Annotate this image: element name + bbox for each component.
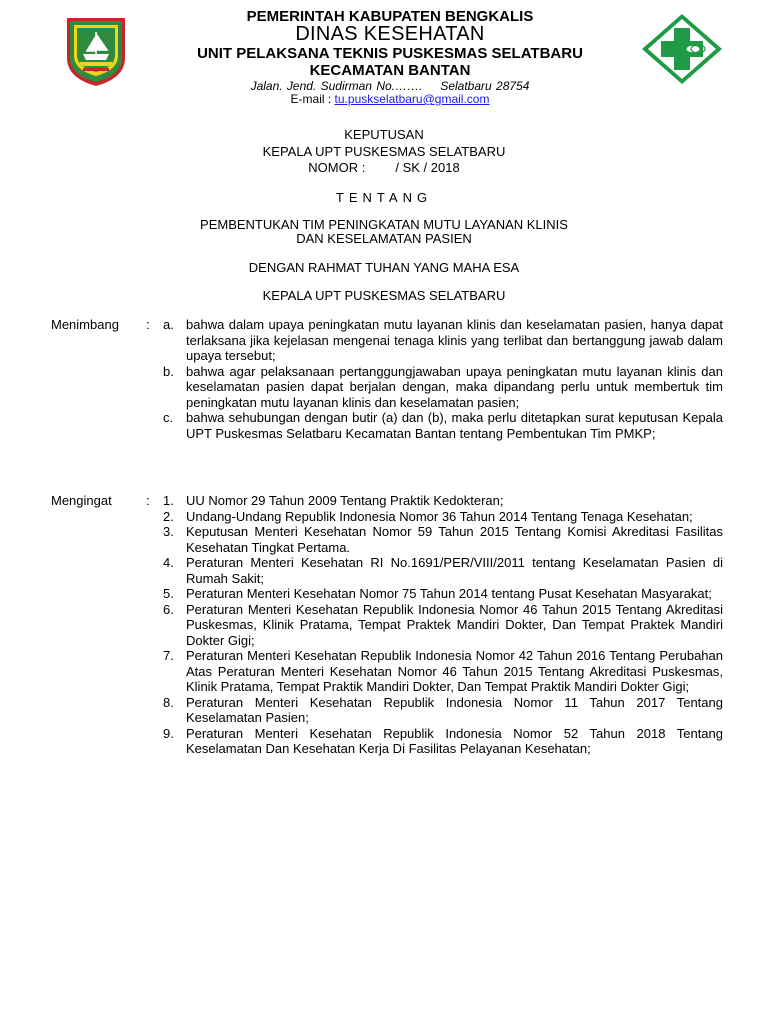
list-item <box>163 586 723 602</box>
decree-number-label: NOMOR : <box>308 160 366 175</box>
item-marker: 7. <box>163 648 174 663</box>
item-text: Peraturan Menteri Kesehatan Republik Indonesia Nomor 11 Tahun 2017 Tentang Keselamatan Pasien; <box>186 694 723 725</box>
list-item <box>163 364 723 411</box>
menimbang-label: Menimbang <box>51 317 119 332</box>
item-marker: 4. <box>163 555 174 570</box>
item-text: Undang-Undang Republik Indonesia Nomor 36 Tahun 2014 Tentang Tenaga Kesehatan; <box>186 508 693 524</box>
item-marker: 1. <box>163 493 174 508</box>
item-text: bahwa dalam upaya peningkatan mutu layanan klinis dan keselamatan pasien, hanya dapat terlaksana jika kejelasan mengenai tenaga klinis yang terlibat dan bertanggung jawab dalam upaya tersebut; <box>186 317 723 363</box>
item-text: bahwa agar pelaksanaan pertanggungjawaban upaya peningkatan mutu layanan klinis dan keselamatan pasien dapat berjalan dengan, maka dipandang perlu untuk membertuk tim peningkatan mutu layanan klinis dan keselamatan pasien; <box>186 363 723 410</box>
list-item <box>163 695 723 726</box>
mengingat-colon: : <box>146 493 150 508</box>
item-text: Peraturan Menteri Kesehatan Republik Indonesia Nomor 52 Tahun 2018 Tentang Keselamatan Dan Kesehatan Kerja Di Fasilitas Pelayanan Kesehatan; <box>186 725 723 756</box>
health-cross-emblem-icon <box>640 12 724 86</box>
decree-issuer: KEPALA UPT PUSKESMAS SELATBARU <box>262 144 506 159</box>
mengingat-list <box>163 493 723 757</box>
decree-number <box>0 160 768 175</box>
subject-line-2: DAN KESELAMATAN PASIEN <box>296 231 472 246</box>
email-link[interactable]: tu.puskselatbaru@gmail.com <box>334 92 490 106</box>
list-item <box>163 726 723 757</box>
list-item <box>163 524 723 555</box>
letterhead-unit: UNIT PELAKSANA TEKNIS PUSKESMAS SELATBARU <box>197 45 583 62</box>
letterhead-department: DINAS KESEHATAN <box>295 23 485 45</box>
item-text: UU Nomor 29 Tahun 2009 Tentang Praktik Kedokteran; <box>186 493 504 508</box>
item-marker: 8. <box>163 694 174 710</box>
issuer-repeat: KEPALA UPT PUSKESMAS SELATBARU <box>262 288 506 303</box>
address-city: Selatbaru 28754 <box>440 79 530 93</box>
bengkalis-emblem-icon <box>63 14 129 88</box>
item-text: Peraturan Menteri Kesehatan Republik Indonesia Nomor 42 Tahun 2016 Tentang Perubahan Atas Peraturan Menteri Kesehatan Nomor 46 Tahun 2015 Tentang Akreditasi Puskesmas, Klinik Pratama, Tempat Praktik Mandiri Dokter, Dan Tempat Praktik Mandiri Dokter Gigi; <box>186 648 723 694</box>
letterhead-district: KECAMATAN BANTAN <box>309 62 471 79</box>
letterhead-email <box>130 92 650 106</box>
tentang-heading: TENTANG <box>335 190 433 205</box>
decree-heading: KEPUTUSAN <box>344 127 424 142</box>
menimbang-colon: : <box>146 317 150 332</box>
list-item <box>163 317 723 364</box>
item-marker: b. <box>163 363 174 379</box>
item-text: Peraturan Menteri Kesehatan Republik Indonesia Nomor 46 Tahun 2015 Tentang Akreditasi Puskesmas, Klinik Pratama, Tempat Praktek Mandiri Dokter, Dan Tempat Praktek Mandiri Dokter Gigi; <box>186 601 723 648</box>
address-street: Jalan. Jend. Sudirman No.……. <box>250 79 423 93</box>
email-label: E-mail : <box>290 92 332 106</box>
item-marker: 2. <box>163 508 174 524</box>
item-marker: 5. <box>163 586 174 601</box>
letterhead-address <box>130 79 650 93</box>
rahmat-line: DENGAN RAHMAT TUHAN YANG MAHA ESA <box>248 260 520 275</box>
item-marker: 6. <box>163 601 174 617</box>
decree-number-value: / SK / 2018 <box>395 160 460 175</box>
letterhead-government: PEMERINTAH KABUPATEN BENGKALIS <box>246 8 534 25</box>
item-text: Keputusan Menteri Kesehatan Nomor 59 Tahun 2015 Tentang Komisi Akreditasi Fasilitas Kesehatan Tingkat Pertama. <box>186 524 723 555</box>
list-item <box>163 555 723 586</box>
item-text: Peraturan Menteri Kesehatan RI No.1691/PER/VIII/2011 tentang Keselamatan Pasien di Rumah Sakit; <box>186 555 723 586</box>
list-item <box>163 509 723 525</box>
item-marker: a. <box>163 317 174 332</box>
item-marker: 9. <box>163 725 174 741</box>
mengingat-label: Mengingat <box>51 493 112 508</box>
menimbang-list <box>163 317 723 441</box>
subject-line-1: PEMBENTUKAN TIM PENINGKATAN MUTU LAYANAN KLINIS <box>200 217 568 232</box>
item-text: Peraturan Menteri Kesehatan Nomor 75 Tahun 2014 tentang Pusat Kesehatan Masyarakat; <box>186 586 712 601</box>
list-item <box>163 648 723 695</box>
list-item <box>163 493 723 509</box>
item-text: bahwa sehubungan dengan butir (a) dan (b), maka perlu ditetapkan surat keputusan Kepala UPT Puskesmas Selatbaru Kecamatan Bantan tentang Pembentukan Tim PMKP; <box>186 410 723 441</box>
item-marker: 3. <box>163 524 174 539</box>
list-item <box>163 602 723 649</box>
list-item <box>163 410 723 441</box>
item-marker: c. <box>163 410 174 425</box>
